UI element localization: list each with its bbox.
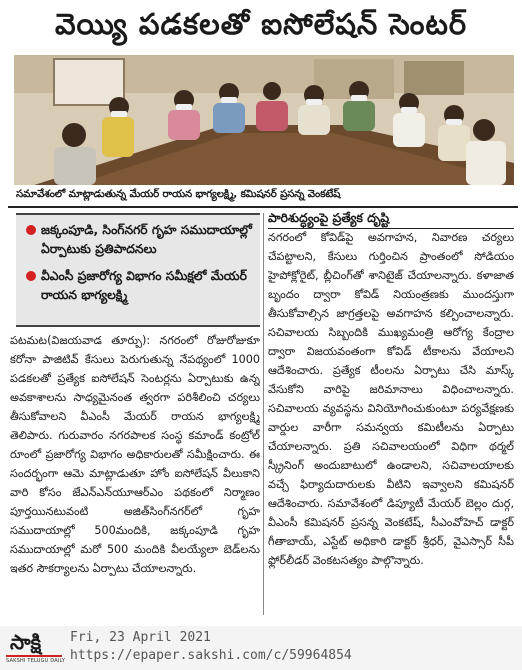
subheading: పారిశుద్ధ్యంపై ప్రత్యేక దృష్టి	[268, 211, 514, 229]
meeting-photo	[14, 55, 514, 185]
highlight-item	[26, 267, 254, 305]
logo-subtitle: SAKSHI TELUGU DAILY	[6, 658, 66, 664]
epaper-footer	[0, 626, 522, 670]
column-divider	[263, 213, 264, 615]
edition-date: Fri, 23 April 2021	[70, 630, 211, 645]
article-body-right: నగరంలో కోవిడ్‌పై అవగాహన, నివారణ చర్యలు చేపట్టాలని, కేసులు గుర్తించిన ప్రాంతంలో సోడియం హైపోక్లోరైట్, బ్లీచింగ్‌తో శానిటైజ్ చేయాలన్నారు. కళాజాత బృందం ద్వారా కోవిడ్ నియంత్రణకు ముందస్తుగా తీసుకోవాల్సిన జాగ్రత్తలపై అవగాహన కల్పించాలన్నారు. సచివాలయ సిబ్బందికి ముఖ్యమంత్రి ఆరోగ్య కేంద్రాల ద్వారా విజయవంతంగా కోవిడ్ టీకాలను వేయాలని ఆదేశించారు. ప్రత్యేక టీంలను ఏర్పాటు చేసి మాస్క్ వేసుకోని వారిపై జరిమానాలు విధించాలన్నారు. సచివాలయ వ్యవస్థను వినియోగించుకుంటూ పర్యవేక్షణకు వార్డుల వారీగా సమన్వయ కమిటీలను ఏర్పాటు చేయాలన్నారు. ప్రతి సచివాలయంలో విధిగా థర్మల్ స్క్రీనింగ్ అందుబాటులో ఉండాలని, సచివాలయాలకు వచ్చే ఫిర్యాదుదారులకు వీటిని ఇవ్వాలని కమిషనర్ ఆదేశించారు. సమావేశంలో డిప్యూటీ మేయర్ బెల్లం దుర్గ, వీఎంసీ కమిషనర్ ప్రసన్న వెంకటేష్, సీఎంవోహెచ్ డాక్టర్ గీతాబాయ్, ఎస్టేట్ అధికారి డాక్టర్ శ్రీధర్, వైఎస్సార్ సీపీ ఫ్లోర్‌లీడర్ వెంకటసత్యం పాల్గొన్నారు.	[268, 231, 514, 567]
section-divider	[8, 206, 518, 208]
highlight-text: జక్కంపూడి, సింగ్‌నగర్ గృహ సముదాయాల్లో ఏర్పాటుకు ప్రతిపాదనలు	[41, 223, 252, 256]
highlight-text: వీఎంసీ ప్రజారోగ్య విభాగం సమీక్షలో మేయర్ రాయన భాగ్యలక్ష్మి	[41, 269, 247, 302]
logo-bar	[6, 655, 62, 657]
highlight-item	[26, 221, 254, 259]
bullet-icon	[26, 225, 36, 235]
highlights-box	[16, 213, 260, 327]
bullet-icon	[26, 271, 36, 281]
epaper-link[interactable]: https://epaper.sakshi.com/c/59964854	[70, 648, 352, 663]
sakshi-logo[interactable]	[2, 628, 66, 668]
headline: వెయ్యి పడకలతో ఐసోలేషన్ సెంటర్	[54, 7, 468, 41]
logo-text: సాక్షి	[10, 630, 42, 654]
photo-caption: సమావేశంలో మాట్లాడుతున్న మేయర్ రాయన భాగ్యలక్ష్మి, కమిషనర్ ప్రసన్న వెంకటేష్	[16, 189, 341, 200]
article-body-left: పటమట(విజయవాడ తూర్పు): నగరంలో రోజురోజుకూ కరోనా పాజిటివ్ కేసులు పెరుగుతున్న నేపథ్యంలో 1000 పడకలతో ప్రత్యేక ఐసోలేషన్ సెంటర్లను ఏర్పాటుకు ఉన్న అవకాశాలను సాధ్యమైనంత త్వరగా పరిశీలించి చర్యలు తీసుకోవాలని వీఎంసీ మేయర్ రాయన భాగ్యలక్ష్మి తెలిపారు. గురువారం నగరపాలక సంస్థ కమాండ్ కంట్రోల్ రూంలో ప్రజారోగ్య విభాగం అధికారులతో సమీక్షించారు. ఈ సందర్భంగా ఆమె మాట్లాడుతూ హోం ఐసోలేషన్ వీలుకాని వారి కోసం జేఎన్‌ఎన్‌యూఆర్ఎం పథకంలో నిర్మాణం పూర్తయినటువంటి అజిత్‌సింగ్‌నగర్‌లో గృహ సముదాయాల్లో 500మందికి, జక్కంపూడి గృహ సముదాయాల్లో మరో 500 మందికి వీలయ్యేలా బెడ్‌లను ఇతర సౌకర్యాలను ఏర్పాటు చేయాలన్నారు.	[10, 334, 260, 575]
